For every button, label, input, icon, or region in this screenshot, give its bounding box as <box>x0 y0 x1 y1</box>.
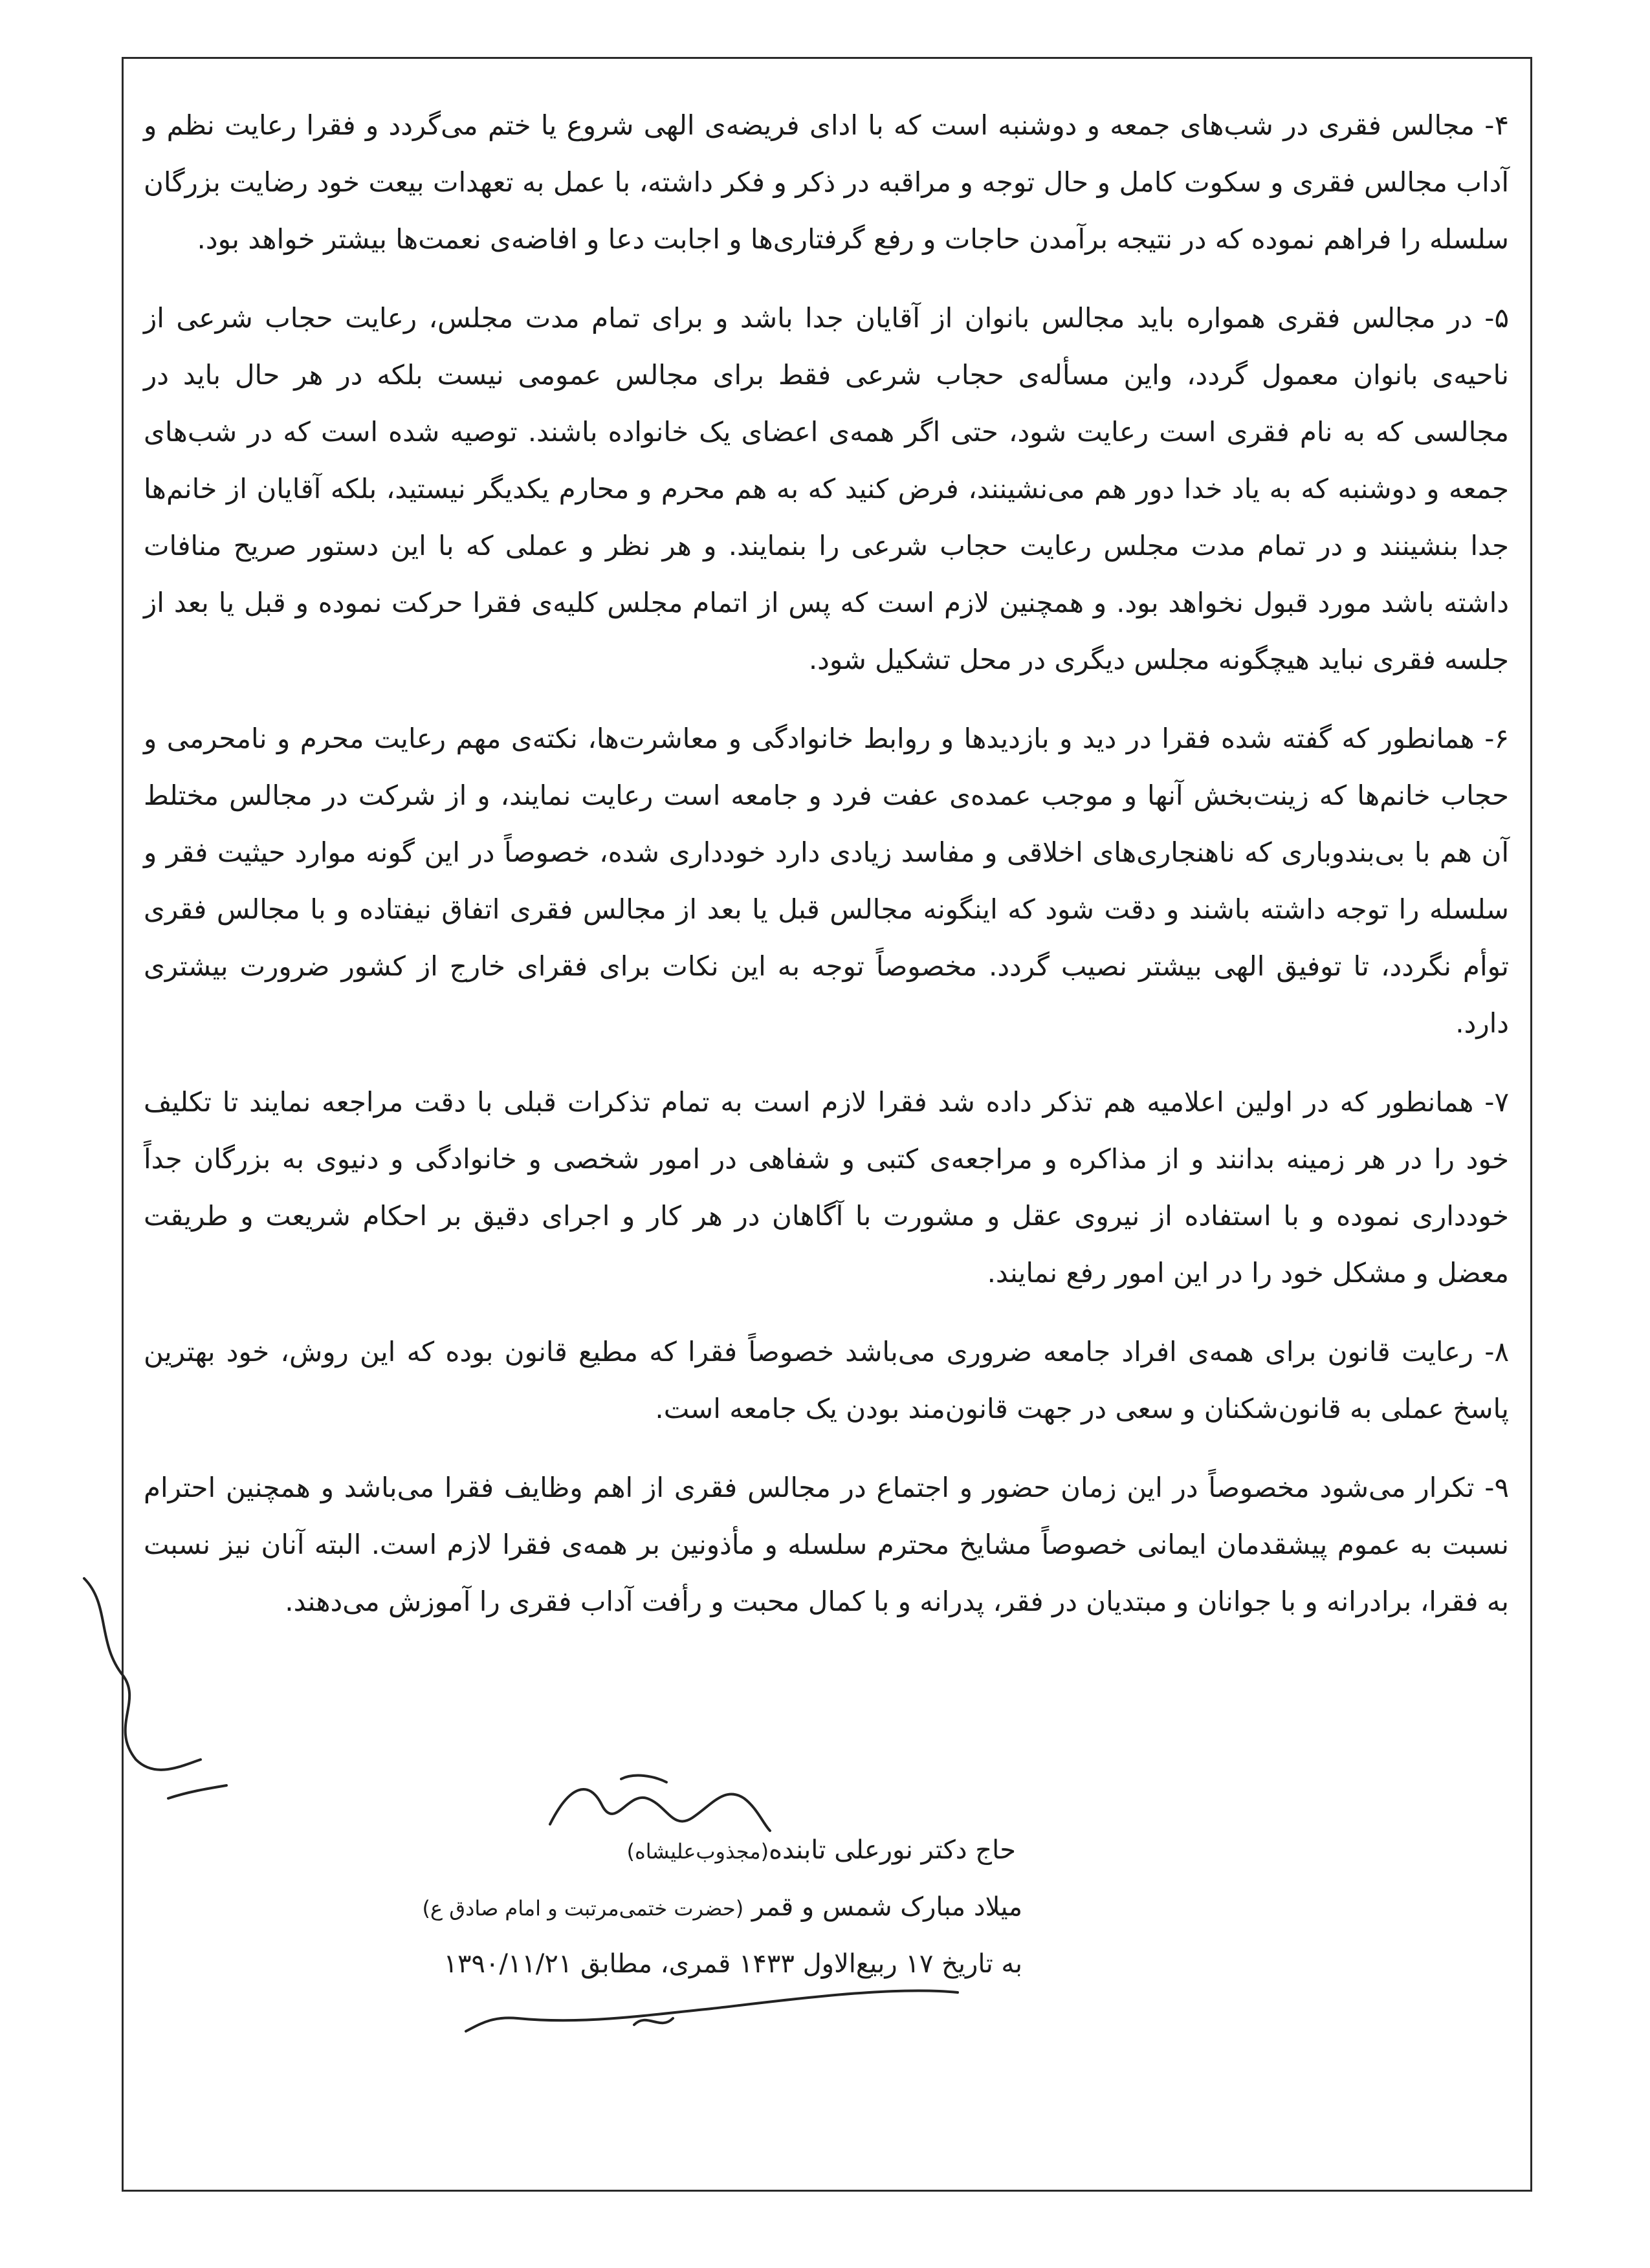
paragraph-4: ۴- مجالس فقری در شب‌های جمعه و دوشنبه است که با ادای فریضه‌ی الهی شروع یا ختم می‌گردد و فقرا رعایت نظم و آداب مجالس فقری و سکوت کامل و حال توجه و مراقبه در ذکر و فکر داشته، با عمل به تعهدات بیعت خود رضایت بزرگان سلسله را فراهم نموده که در نتیجه برآمدن حاجات و رفع گرفتاری‌ها و اجابت دعا و افاضه‌ی نعمت‌ها بیشتر خواهد بود. <box>144 109 1509 255</box>
signature-title: (مجذوب‌علیشاه) <box>626 1839 769 1864</box>
signature-block <box>233 1747 1022 2018</box>
paragraph-6: ۶- همانطور که گفته شده فقرا در دید و بازدیدها و روابط خانوادگی و معاشرت‌ها، نکته‌ی مهم رعایت محرم و نامحرمی و حجاب خانم‌ها که زینت‌بخش آنها و موجب عمده‌ی عفت فرد و جامعه است رعایت نمایند، و از شرکت در مجالس مختلط آن هم با بی‌بندوباری که ناهنجاری‌های اخلاقی و مفاسد زیادی دارد خودداری شده، خصوصاً در این گونه موارد حیثیت فقر و سلسله را توجه داشته باشند و دقت شود که اینگونه مجالس قبل یا بعد از مجالس فقری اتفاق نیفتاده و با مجالس فقری توأم نگردد، تا توفیق الهی بیشتر نصیب گردد. مخصوصاً توجه به این نکات برای فقرای خارج از کشور ضرورت بیشتری دارد. <box>144 723 1509 1039</box>
signature-occasion-line <box>423 1888 1023 1928</box>
document-body <box>144 97 1509 1652</box>
paragraph-8: ۸- رعایت قانون برای همه‌ی افراد جامعه ضروری می‌باشد خصوصاً فقرا که مطیع قانون بوده که این روش، خود بهترین پاسخ عملی به قانون‌شکنان و سعی در جهت قانون‌مند بودن یک جامعه است. <box>144 1336 1509 1424</box>
signature-date-line: به تاریخ ۱۷ ربیع‌الاول ۱۴۳۳ قمری، مطابق ۱۳۹۰/۱۱/۲۱ <box>443 1949 1022 1979</box>
signature-name-line <box>627 1831 1016 1871</box>
paragraph-9: ۹- تکرار می‌شود مخصوصاً در این زمان حضور و اجتماع در مجالس فقری از اهم وظایف فقرا می‌باشد و همچنین احترام نسبت به عموم پیشقدمان ایمانی خصوصاً مشایخ محترم سلسله و مأذونین بر همه‌ی فقرا لازم است. البته آنان نیز نسبت به فقرا، برادرانه و با جوانان و مبتدیان در فقر، پدرانه و با کمال محبت و رأفت آداب فقری را آموزش می‌دهند. <box>144 1472 1509 1617</box>
paragraph-7: ۷- همانطور که در اولین اعلامیه هم تذکر داده شد فقرا لازم است به تمام تذکرات قبلی با دقت مراجعه نمایند تا تکلیف خود را در هر زمینه بدانند و از مذاکره و مراجعه‌ی کتبی و شفاهی در امور شخصی و خانوادگی و دنیوی به بزرگان جداً خودداری نموده و با استفاده از نیروی عقل و مشورت با آگاهان در هر کار و اجرای دقیق بر احکام شریعت و طریقت معضل و مشکل خود را در این امور رفع نمایند. <box>144 1086 1509 1289</box>
signature-occasion: میلاد مبارک شمس و قمر <box>751 1892 1022 1922</box>
signature-name: حاج دکتر نورعلی تابنده <box>769 1835 1016 1865</box>
signature-occasion-note: (حضرت ختمی‌مرتبت و امام صادق ع) <box>422 1896 744 1921</box>
paragraph-5: ۵- در مجالس فقری همواره باید مجالس بانوان از آقایان جدا باشد و برای تمام مدت مجلس، رعایت حجاب شرعی از ناحیه‌ی بانوان معمول گردد، واین مسأله‌ی حجاب شرعی فقط برای مجالس عمومی نیست بلکه در هر حال باید در مجالسی که به نام فقری است رعایت شود، حتی اگر همه‌ی اعضای یک خانواده باشند. توصیه شده است که در شب‌های جمعه و دوشنبه که به یاد خدا دور هم می‌نشینند، فرض کنید که به هم محرم و محارم یکدیگر نیستید، بلکه آقایان از خانم‌ها جدا بنشینند و در تمام مدت مجلس رعایت حجاب شرعی را بنمایند. و هر نظر و عملی که با این دستور صریح منافات داشته باشد مورد قبول نخواهد بود. و همچنین لازم است که پس از اتمام مجلس کلیه‌ی فقرا حرکت نموده و قبل یا بعد از جلسه فقری نباید هیچگونه مجلس دیگری در محل تشکیل شود. <box>144 302 1509 675</box>
